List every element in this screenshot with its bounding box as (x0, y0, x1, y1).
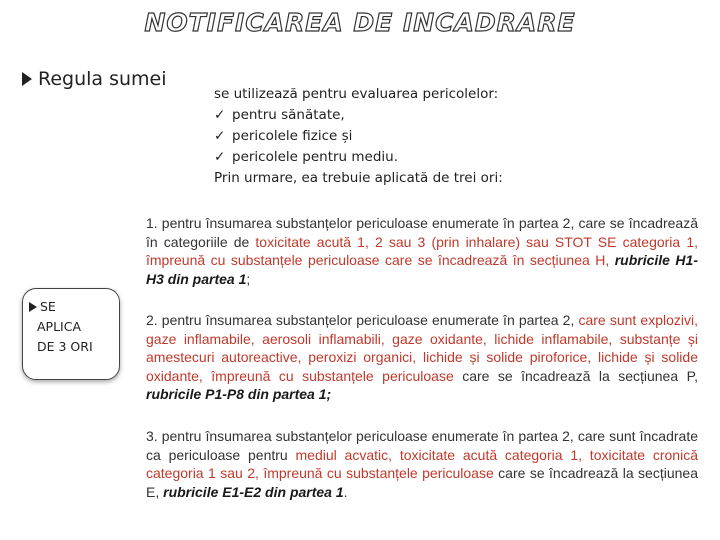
highlight-text: mediul acvatic, toxicitate acută categoria 1, toxicitate cronică categoria 1 sau 2, împreună cu substanțele periculoase (146, 446, 698, 481)
box-line: DE 3 ORI (37, 339, 93, 354)
highlight-text: care sunt explozivi, gaze inflamabile, aerosoli inflamabili, gaze oxidante, lichide inflamabile, substanțe și amestecuri autoreactive, peroxizi organici, lichide și solide piroforice, lichide și solide oxidante, împreună cu substanțele periculoase (146, 312, 698, 384)
intro-line: se utilizează pentru evaluarea pericolelor: (214, 86, 499, 102)
paragraph-physical: 2. pentru însumarea substanțelor periculoase enumerate în partea 2, care sunt explozivi, gaze inflamabile, aerosoli inflamabili, gaze oxidante, lichide inflamabile, substanțe și amestecuri autoreactive, peroxizi organici, lichide și solide piroforice, lichide și solide oxidante, împreună cu substanțele periculoase care se încadrează la secțiunea P, rubricile P1-P8 din partea 1; (146, 312, 698, 402)
rule-heading (22, 68, 167, 90)
check-item: ✓ pentru sănătate, (214, 105, 704, 126)
arrow-bullet-icon (22, 72, 32, 86)
rubric-reference: rubricile H1-H3 din partea 1 (146, 252, 698, 287)
paragraph-environment: 3. pentru însumarea substanțelor periculoase enumerate în partea 2, care sunt încadrate ca periculoase pentru mediul acvatic, toxicitate acută categoria 1, toxicitate cronică categoria 1 sau 2, împreună cu substanțele periculoase care se încadrează la secțiunea E, rubricile E1-E2 din partea 1. (146, 428, 698, 500)
checkmark-icon: ✓ (214, 128, 226, 144)
rubric-reference: rubricile P1-P8 din partea 1; (146, 386, 332, 402)
apply-three-times-box (22, 288, 120, 380)
checkmark-icon: ✓ (214, 149, 226, 165)
intro-block (214, 84, 704, 189)
page-title: NOTIFICAREA DE INCADRARE (144, 8, 576, 37)
intro-conclusion: Prin urmare, ea trebuie aplicată de trei ori: (214, 170, 503, 186)
rubric-reference: rubricile E1-E2 din partea 1 (163, 483, 344, 500)
box-line: SE (23, 297, 119, 317)
arrow-bullet-icon (29, 302, 37, 312)
paragraph-health: 1. pentru însumarea substanțelor periculoase enumerate în partea 2, care se încadrează în categoriile de toxicitate acută 1, 2 sau 3 (prin inhalare) sau STOT SE categoria 1, împreună cu substanțele periculoase care se încadrează în secțiunea H, rubricile H1-H3 din partea 1; (146, 215, 698, 287)
check-item: ✓ pericolele fizice și (214, 126, 704, 147)
box-line: APLICA (37, 319, 82, 334)
rule-heading-text: Regula sumei (38, 68, 167, 90)
check-item: ✓ pericolele pentru mediu. (214, 147, 704, 168)
highlight-text: toxicitate acută 1, 2 sau 3 (prin inhalare) sau STOT SE categoria 1, împreună cu substanțele periculoase care se încadrează în secțiunea H, (146, 233, 698, 268)
checkmark-icon: ✓ (214, 107, 226, 123)
